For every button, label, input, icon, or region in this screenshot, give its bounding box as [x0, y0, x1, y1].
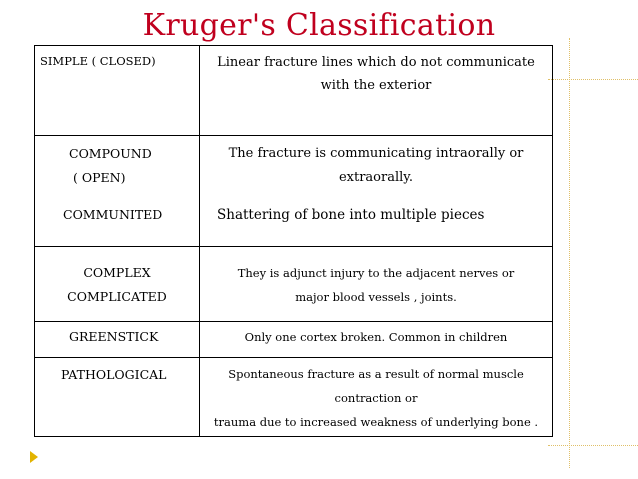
- type-cell: [35, 247, 200, 322]
- description-cell: [200, 46, 553, 136]
- table-row: [35, 358, 553, 437]
- guide-line-top: [548, 79, 638, 80]
- table-row: [35, 46, 553, 136]
- description-line: trauma due to increased weakness of underlying bone .: [213, 415, 539, 429]
- description-line: major blood vessels , joints.: [295, 290, 457, 304]
- table-row: [35, 136, 553, 200]
- type-label: ( OPEN): [73, 170, 126, 185]
- description-line: extraorally.: [338, 170, 414, 185]
- table-row: [35, 247, 553, 322]
- type-label: COMPLEX: [83, 265, 151, 280]
- description-line: Linear fracture lines which do not communicate: [217, 55, 535, 70]
- page-title: Kruger's Classification: [142, 8, 496, 43]
- description-cell: [200, 358, 553, 437]
- description-line: Shattering of bone into multiple pieces: [217, 206, 485, 223]
- table-row: [35, 200, 553, 247]
- guide-line-vertical: [569, 38, 570, 468]
- description-line: Only one cortex broken. Common in children: [244, 330, 508, 344]
- description-line: They is adjunct injury to the adjacent nerves or: [237, 266, 515, 280]
- type-label: COMPOUND: [69, 146, 152, 161]
- type-label: SIMPLE ( CLOSED): [40, 54, 156, 68]
- description-line: The fracture is communicating intraorally or: [228, 146, 524, 161]
- bullet-arrow-icon: [30, 451, 38, 463]
- type-cell: [35, 200, 200, 247]
- description-cell: [200, 200, 553, 247]
- description-cell: [200, 136, 553, 200]
- guide-line-bottom: [548, 445, 638, 446]
- type-cell: [35, 136, 200, 200]
- type-cell: [35, 358, 200, 437]
- classification-table: [34, 45, 553, 437]
- description-cell: [200, 322, 553, 358]
- type-label: PATHOLOGICAL: [61, 367, 167, 382]
- type-label: COMPLICATED: [67, 289, 167, 304]
- description-line: with the exterior: [320, 78, 432, 93]
- type-cell: [35, 322, 200, 358]
- type-label: COMMUNITED: [63, 206, 163, 222]
- description-cell: [200, 247, 553, 322]
- type-label: GREENSTICK: [69, 329, 159, 344]
- description-line: Spontaneous fracture as a result of normal muscle: [228, 367, 524, 381]
- table-row: [35, 322, 553, 358]
- description-line: contraction or: [334, 391, 418, 405]
- type-cell: [35, 46, 200, 136]
